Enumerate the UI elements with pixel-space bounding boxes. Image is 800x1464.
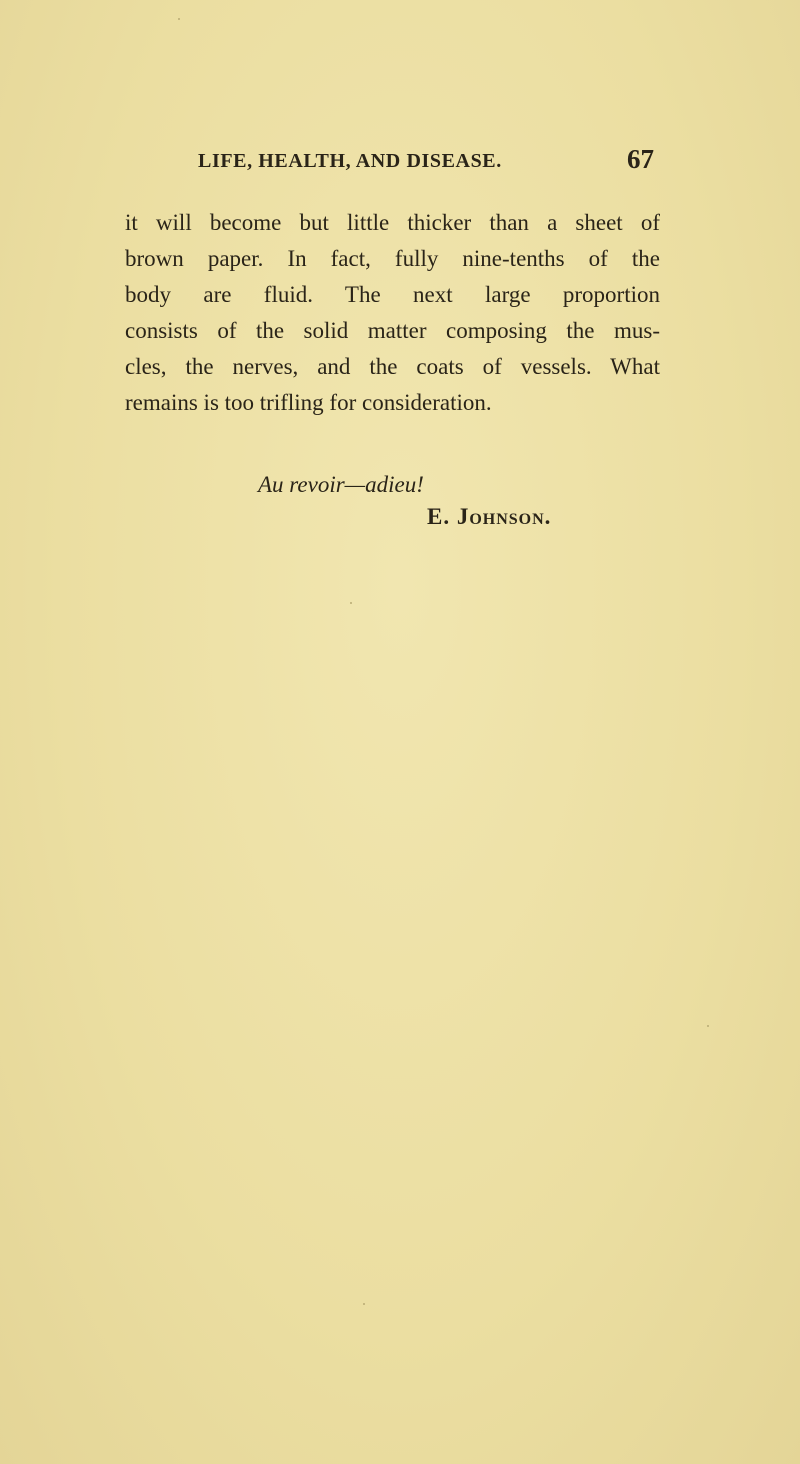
paper-speck [350,602,352,604]
text-line: consists of the solid matter composing the mus- [125,318,660,343]
body-paragraph [125,205,660,421]
paper-speck [363,1303,365,1305]
running-head [198,144,658,180]
paper-speck [707,1025,709,1027]
text-line: remains is too trifling for consideration. [125,390,492,415]
text-line: cles, the nerves, and the coats of vessels. What [125,354,660,379]
running-title: LIFE, HEALTH, AND DISEASE. [198,150,502,172]
page-number: 67 [627,144,654,174]
text-line: body are fluid. The next large proportion [125,282,660,307]
text-line: it will become but little thicker than a sheet of [125,210,660,235]
text-line: brown paper. In fact, fully nine-tenths of the [125,246,660,271]
paper-speck [178,18,180,20]
signature: E. Johnson. [427,504,552,529]
valediction: Au revoir—adieu! [258,472,424,497]
